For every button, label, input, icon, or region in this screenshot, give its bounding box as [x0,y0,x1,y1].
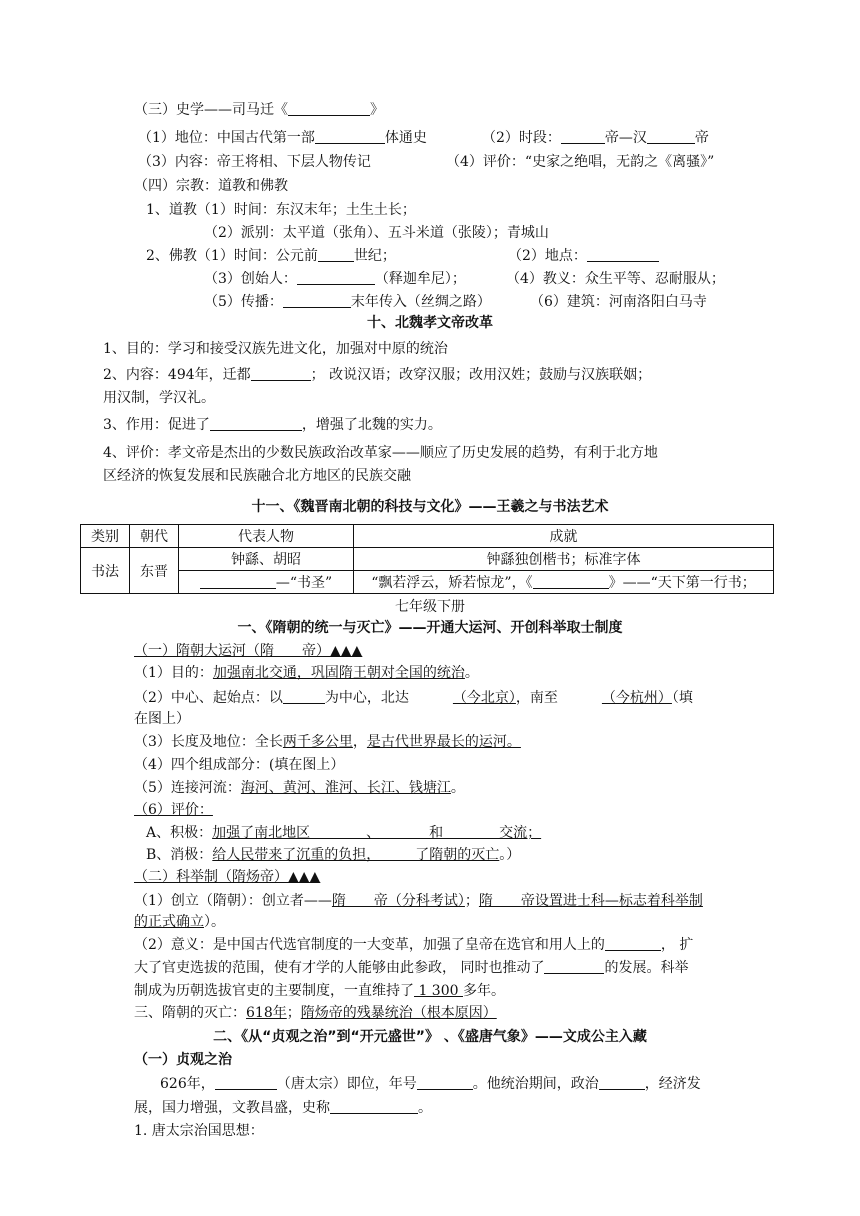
table-row [81,548,774,571]
subsection-heading: （一）隋朝大运河（隋 帝）▲▲▲ [134,643,363,659]
line-paibie: （2）派别：太平道（张角）、五斗米道（张陵）；青城山 [204,225,549,241]
blank-field [288,101,370,116]
table-cell-dynasty: 东晋 [130,548,179,594]
grade-title: 七年级下册 [395,599,465,615]
table-cell: “飘若浮云，矫若惊龙”，《 》——“天下第一行书； [354,571,774,594]
blank-field [544,959,604,974]
paragraph: 的正式确立）。 [134,914,225,930]
paragraph: 三、隋朝的灭亡：618年；隋炀帝的残暴统治（根本原因） [134,1005,497,1021]
table-header-row [81,525,774,548]
paragraph: （2）中心、起始点：以 为中心，北达 （今北京），南至 （今杭州）（填 [134,690,693,706]
table-header-cell: 代表人物 [179,525,354,548]
blank-field [200,574,276,589]
paragraph: 1、目的：学习和接受汉族先进文化，加强对中原的统治 [103,341,448,357]
paragraph: 626年， （唐太宗）即位，年号 。他统治期间，政治 ，经济发 [160,1076,701,1092]
paragraph: 1. 唐太宗治国思想： [134,1123,264,1139]
line-shiduan: （2）时段： 帝—汉 帝 [482,130,709,146]
paragraph: 用汉制，学汉礼。 [103,390,215,406]
blank-field [283,293,351,308]
table-header-cell: 成就 [354,525,774,548]
section-heading: 十一、《魏晋南北朝的科技与文化》——王羲之与书法艺术 [251,499,609,515]
paragraph: B、消极：给人民带来了沉重的负担， 了隋朝的灭亡。） [146,847,521,863]
blank-field [251,366,311,381]
blank-field [210,416,302,431]
blank-field [605,936,661,951]
blank-field [330,1099,418,1114]
table-cell: 钟繇、胡昭 [179,548,354,571]
paragraph: （5）连接河流：海河、黄河、淮河、长江、钱塘江。 [134,780,465,796]
paragraph: 区经济的恢复发展和民族融合北方地区的民族交融 [103,468,411,484]
section-heading: 二、《从“贞观之治”到“开元盛世”》 、《盛唐气象》——文成公主入藏 [213,1029,647,1045]
paragraph: （1）目的：加强南北交通，巩固隋王朝对全国的统治。 [134,665,479,681]
line-daojiao: 1、道教（1）时间：东汉末年；土生土长； [146,202,416,218]
blank-field [315,129,385,144]
line-pingjia: （4）评价：“史家之绝唱，无韵之《离骚》” [446,154,715,170]
blank-field [417,1075,473,1090]
subsection-heading: （一）贞观之治 [134,1052,232,1068]
line-jianzhu: （6）建筑：河南洛阳白马寺 [530,294,707,310]
table-cell: 钟繇独创楷书；标准字体 [354,548,774,571]
blank-field [318,247,354,262]
paragraph: 展，国力增强，文教昌盛，史称 。 [134,1100,432,1116]
table-cell-category: 书法 [81,548,130,594]
subsection-heading: （二）科举制（隋炀帝）▲▲▲ [134,869,321,885]
line-diwei: （1）地位：中国古代第一部 体通史 [138,130,427,146]
line-chuangshiren: （3）创始人： （释迦牟尼）； [204,271,466,287]
culture-table [80,524,774,594]
paragraph: （6）评价： [134,802,213,818]
paragraph: 大了官吏选拔的范围，使有才学的人能够由此参政， 同时也推动了 的发展。科举 [134,960,689,976]
blank-field [561,129,605,144]
paragraph: （1）创立（隋朝）：创立者——隋 帝（分科考试）；隋 帝设置进士科—标志着科举制 [134,893,703,909]
blank-field [297,270,375,285]
paragraph: 3、作用：促进了 ，增强了北魏的实力。 [103,417,442,433]
paragraph: 在图上） [134,711,190,727]
paragraph: （2）意义：是中国古代选官制度的一大变革，加强了皇帝在选官和用人上的 ， 扩 [134,937,694,953]
blank-field [587,247,659,262]
blank-field [283,689,325,704]
paragraph: 2、内容：494年，迁都 ； 改说汉语；改穿汉服；改用汉姓；鼓励与汉族联姻； [103,367,652,383]
line-zongjiao: （四）宗教：道教和佛教 [134,178,288,194]
section-heading: 十、北魏孝文帝改革 [367,315,493,331]
section-heading: 一、《隋朝的统一与灭亡》——开通大运河、开创科举取士制度 [237,620,623,636]
line-neirong: （3）内容：帝王将相、下层人物传记 [138,154,371,170]
line-fojiao: 2、佛教（1）时间：公元前 世纪； [146,248,396,264]
paragraph: （4）四个组成部分：(填在图上） [134,757,345,773]
paragraph: A、积极：加强了南北地区 、 和 交流； [146,825,542,841]
line-jiaoyi: （4）教义：众生平等、忍耐服从； [506,271,725,287]
blank-field [599,1075,645,1090]
line-shixue: （三）史学——司马迁《 》 [134,102,384,118]
line-didian: （2）地点： [508,247,659,265]
table-cell: —“书圣” [179,571,354,594]
paragraph: 4、评价：孝文帝是杰出的少数民族政治改革家——顺应了历史发展的趋势，有利于北方地 [103,445,658,461]
line-chuanbo: （5）传播： 末年传入（丝绸之路） [204,294,491,310]
paragraph: （3）长度及地位：全长两千多公里，是古代世界最长的运河。 [134,734,521,750]
table-header-cell: 朝代 [130,525,179,548]
table-row [81,571,774,594]
table-header-cell: 类别 [81,525,130,548]
blank-field [647,129,695,144]
blank-field [215,1075,277,1090]
paragraph: 制成为历朝选拔官吏的主要制度，一直维持了 1 300 多年。 [134,983,505,999]
blank-field [533,574,609,589]
